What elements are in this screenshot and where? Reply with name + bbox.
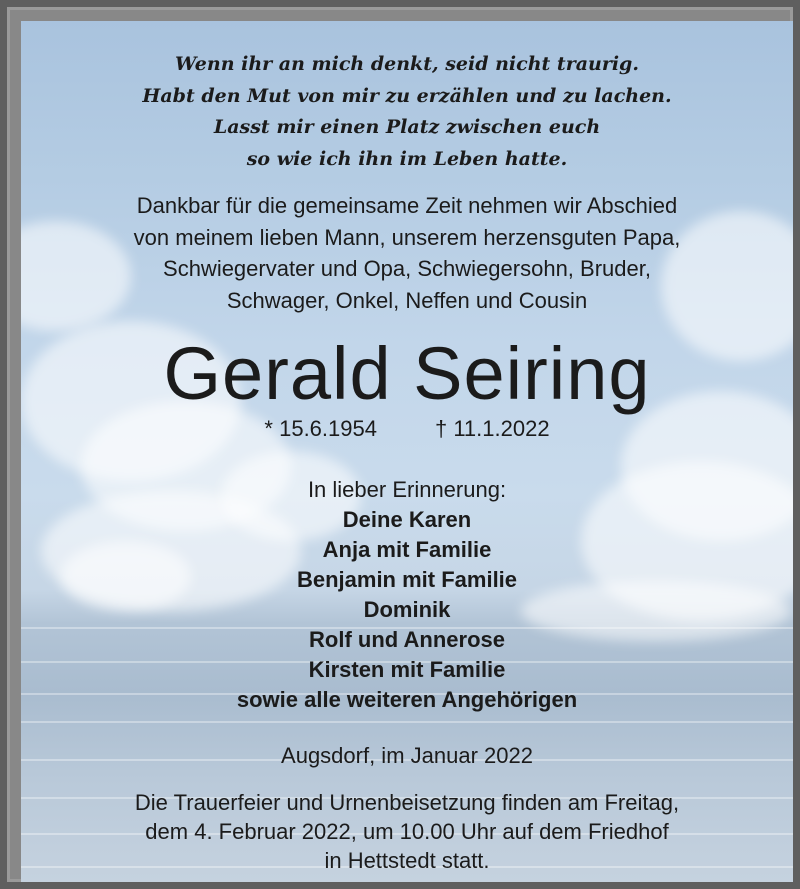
poem	[21, 49, 793, 175]
farewell-line: Dankbar für die gemeinsame Zeit nehmen wir Abschied	[136, 193, 678, 218]
mourners-list	[21, 475, 793, 715]
deceased-name: Gerald Seiring	[163, 332, 651, 415]
farewell-line: von meinem lieben Mann, unserem herzensguten Papa,	[133, 224, 681, 250]
farewell-line: Schwager, Onkel, Neffen und Cousin	[226, 287, 588, 313]
mourner: Dominik	[363, 597, 451, 622]
funeral-line: in Hettstedt statt.	[324, 848, 490, 873]
obituary-card	[21, 21, 793, 882]
funeral-line: dem 4. Februar 2022, um 10.00 Uhr auf dem Friedhof	[145, 819, 669, 844]
mourner: Rolf und Annerose	[309, 627, 505, 652]
farewell-text	[21, 190, 793, 316]
birth-date: * 15.6.1954	[264, 416, 377, 441]
mourner: Benjamin mit Familie	[296, 567, 518, 592]
mourner: sowie alle weiteren Angehörigen	[236, 687, 578, 712]
funeral-notice	[21, 788, 793, 875]
mourner: Kirsten mit Familie	[308, 657, 506, 682]
funeral-line: Die Trauerfeier und Urnenbeisetzung finden am Freitag,	[134, 790, 680, 815]
place-date: Augsdorf, im Januar 2022	[281, 743, 533, 768]
life-dates	[21, 414, 793, 444]
death-date: † 11.1.2022	[434, 416, 550, 441]
mourner: Deine Karen	[342, 507, 472, 532]
farewell-line: Schwiegervater und Opa, Schwiegersohn, Bruder,	[163, 256, 651, 281]
poem-line: Wenn ihr an mich denkt, seid nicht traurig.	[175, 53, 639, 75]
poem-line: Lasst mir einen Platz zwischen euch	[213, 116, 601, 138]
mourner: Anja mit Familie	[322, 537, 492, 562]
poem-line: so wie ich ihn im Leben hatte.	[246, 147, 568, 170]
poem-line: Habt den Mut von mir zu erzählen und zu lachen.	[142, 84, 672, 107]
remembrance-heading: In lieber Erinnerung:	[307, 477, 507, 502]
